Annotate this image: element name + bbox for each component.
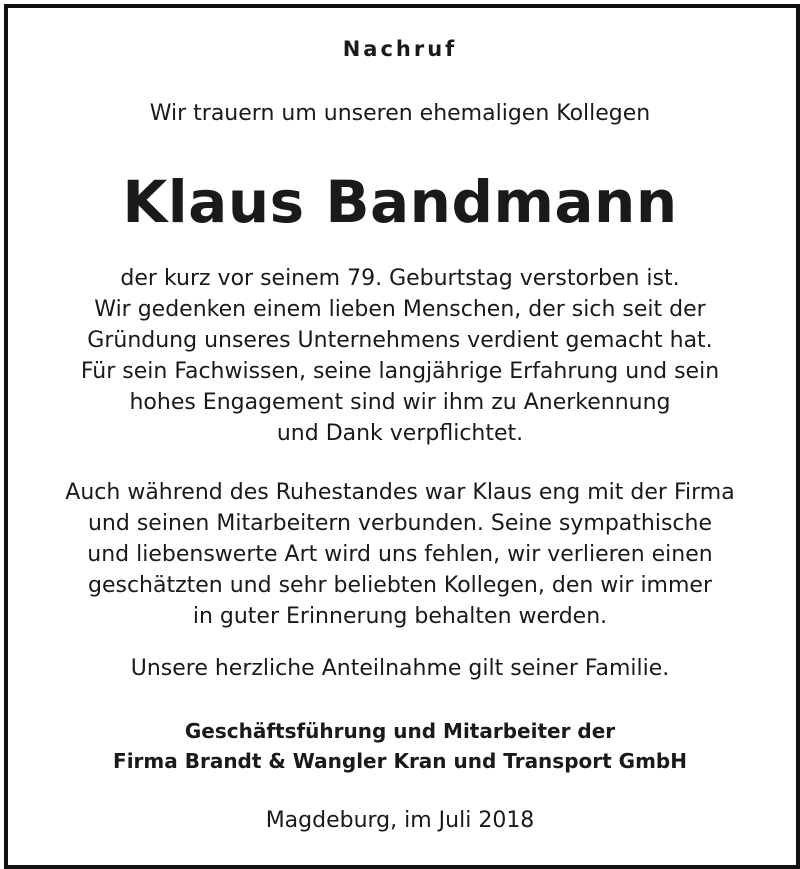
paragraph-line: und seinen Mitarbeitern verbunden. Seine sympathische — [87, 511, 713, 536]
paragraph-line: geschätzten und sehr beliebten Kollegen, den wir immer — [87, 573, 712, 598]
paragraph-line: der kurz vor seinem 79. Geburtstag verstorben ist. — [120, 266, 680, 291]
signature-line: Geschäftsführung und Mitarbeiter der — [184, 719, 616, 743]
paragraph-line: Für sein Fachwissen, seine langjährige Erfahrung und sein — [80, 359, 720, 384]
condolence-text: Unsere herzliche Anteilnahme gilt seiner Familie. — [130, 656, 670, 681]
deceased-name: Klaus Bandmann — [122, 168, 678, 236]
paragraph-line: in guter Erinnerung behalten werden. — [192, 604, 608, 629]
signature-line: Firma Brandt & Wangler Kran und Transport GmbH — [113, 749, 687, 773]
paragraph-line: und liebenswerte Art wird uns fehlen, wir verlieren einen — [87, 542, 713, 567]
intro-text: Wir trauern um unseren ehemaligen Kollegen — [149, 101, 651, 126]
paragraph-line: Gründung unseres Unternehmens verdient gemacht hat. — [87, 328, 713, 353]
signature-block — [0, 716, 800, 776]
paragraph-tribute — [0, 263, 800, 449]
paragraph-line: hohes Engagement sind wir ihm zu Anerkennung — [129, 390, 671, 415]
paragraph-line: Wir gedenken einem lieben Menschen, der sich seit der — [94, 297, 706, 322]
paragraph-line: und Dank verpflichtet. — [276, 421, 524, 446]
notice-heading: Nachruf — [342, 37, 458, 61]
paragraph-line: Auch während des Ruhestandes war Klaus eng mit der Firma — [65, 480, 735, 505]
paragraph-retirement — [0, 477, 800, 632]
place-date: Magdeburg, im Juli 2018 — [265, 808, 535, 833]
